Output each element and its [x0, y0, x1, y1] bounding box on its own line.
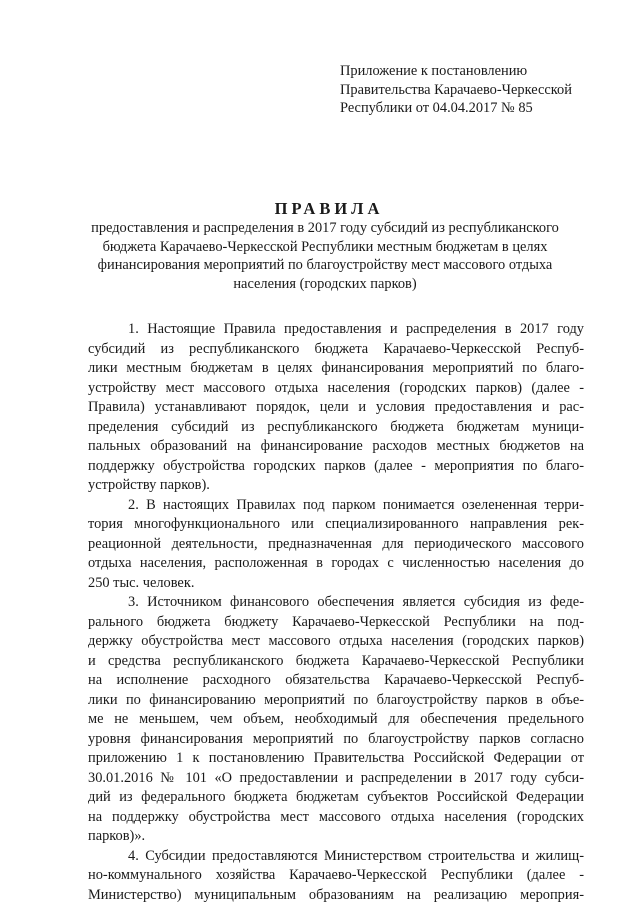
paragraph-line: субсидий из республиканского бюджета Карачаево-Черкесской Респуб- [88, 340, 584, 357]
paragraph-line: Правила) устанавливают порядок, цели и условия предоставления и рас- [88, 399, 584, 415]
paragraph-line: дий из федерального бюджета бюджетам субъектов Российской Федерации [88, 789, 584, 805]
document-title: ПРАВИЛА [274, 199, 384, 218]
appendix-line: Приложение к постановлению [340, 63, 528, 79]
paragraph-line: 3. Источником финансового обеспечения является субсидия из феде- [128, 594, 584, 610]
appendix-header [340, 62, 620, 118]
paragraph-line: устройству мест массового отдыха населения (городских парков) (далее - [88, 379, 584, 396]
paragraph-line: лики местным бюджетам в целях финансирования мероприятий по благо- [88, 360, 584, 376]
paragraph-line: тория многофункционального или специализированного направления рек- [88, 516, 584, 532]
paragraph-line: уровня финансирования мероприятий по благоустройству парков согласно [88, 730, 584, 747]
paragraph-4 [88, 847, 584, 905]
appendix-line: Республики от 04.04.2017 № 85 [340, 100, 533, 116]
appendix-line: Правительства Карачаево-Черкесской [340, 81, 572, 98]
paragraph-line: 1. Настоящие Правила предоставления и распределения в 2017 году [128, 321, 584, 337]
paragraph-line: и средства республиканского бюджета Карачаево-Черкесской Республики [88, 652, 584, 669]
paragraph-line: парков)». [88, 828, 146, 844]
paragraph-line: лики по финансированию мероприятий по благоустройству парков в объе- [88, 691, 584, 708]
paragraph-line: пальных образований на финансирование расходов местных бюджетов на [88, 438, 584, 454]
paragraph-line: на исполнение расходного обязательства Карачаево-Черкесской Респуб- [88, 672, 584, 688]
paragraph-3 [88, 593, 584, 847]
paragraph-1 [88, 320, 584, 496]
subtitle-line: населения (городских парков) [233, 275, 417, 292]
paragraph-line: пределения субсидий из республиканского бюджета бюджетам муници- [88, 418, 584, 435]
paragraph-line: ме не меньшем, чем объем, необходимый для обеспечения предельного [88, 711, 584, 727]
paragraph-line: но-коммунального хозяйства Карачаево-Черкесской Республики (далее - [88, 867, 584, 883]
subtitle-line: бюджета Карачаево-Черкесской Республики местным бюджетам в целях [102, 238, 548, 255]
paragraph-line: на поддержку обустройства мест массового отдыха населения (городских [88, 808, 584, 825]
document-body [88, 320, 584, 905]
paragraph-line: 30.01.2016 № 101 «О предоставлении и распределении в 2017 году субси- [88, 769, 584, 786]
paragraph-line: 2. В настоящих Правилах под парком понимается озелененная терри- [128, 496, 584, 513]
document-subtitle [80, 219, 570, 293]
paragraph-line: приложению 1 к постановлению Правительства Российской Федерации от [88, 750, 584, 766]
paragraph-line: рального бюджета бюджету Карачаево-Черкесской Республики на под- [88, 613, 584, 630]
subtitle-line: финансирования мероприятий по благоустройству мест массового отдыха [97, 257, 553, 274]
subtitle-line: предоставления и распределения в 2017 году субсидий из республиканского [91, 220, 559, 236]
paragraph-line: реационной деятельности, предназначенная для периодического массового [88, 535, 584, 552]
paragraph-line: отдыха населения, расположенная в городах с численностью населения до [88, 555, 584, 571]
paragraph-line: поддержку обустройства городских парков (далее - мероприятия по благо- [88, 457, 584, 474]
paragraph-line: Министерство) муниципальным образованиям на реализацию мероприя- [88, 886, 584, 903]
paragraph-line: держку обустройства мест массового отдыха населения (городских парков) [88, 633, 584, 649]
paragraph-line: устройству парков). [88, 477, 210, 493]
paragraph-2 [88, 496, 584, 594]
paragraph-line: 250 тыс. человек. [88, 574, 195, 591]
paragraph-line: 4. Субсидии предоставляются Министерством строительства и жилищ- [128, 847, 584, 864]
